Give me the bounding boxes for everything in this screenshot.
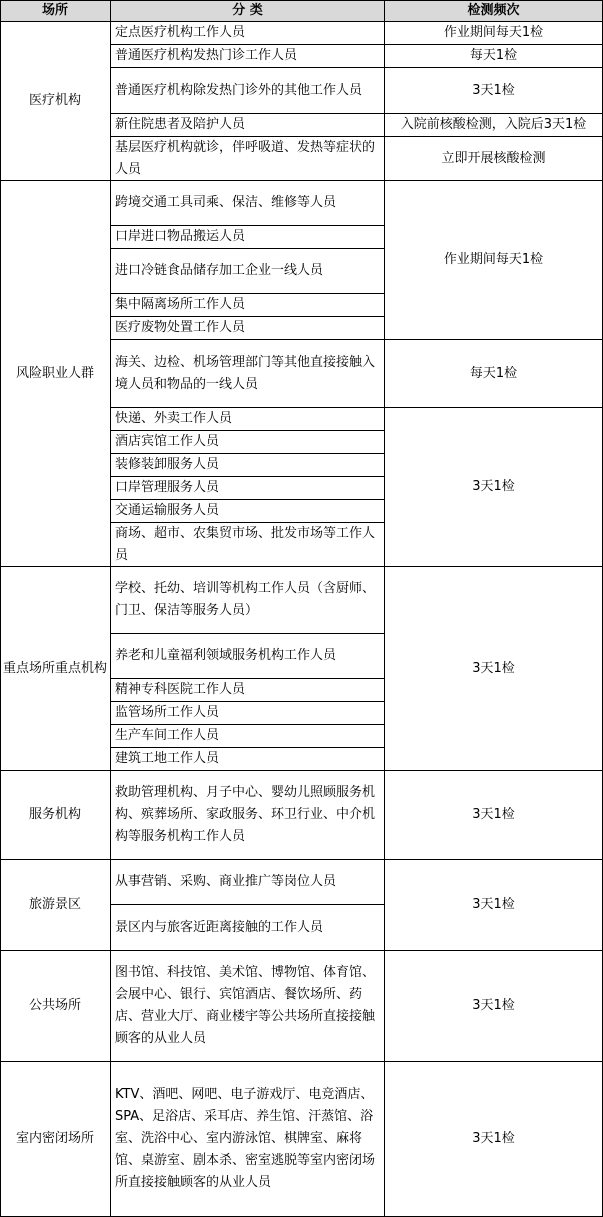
venue-cell: 风险职业人群 [0,181,111,567]
category-cell: KTV、酒吧、网吧、电子游戏厅、电竞酒店、SPA、足浴店、采耳店、养生馆、汗蒸馆、浴室、洗浴中心、室内游泳馆、棋牌室、麻将馆、桌游室、剧本杀、密室逃脱等室内密闭场所直接接触顾客的从业人员 [111,1062,385,1217]
category-cell: 养老和儿童福利领域服务机构工作人员 [111,634,385,679]
frequency-cell: 每天1检 [385,340,603,408]
frequency-cell: 3天1检 [385,567,603,771]
category-cell: 装修装卸服务人员 [111,454,385,477]
category-cell: 医疗废物处置工作人员 [111,317,385,340]
header-category: 分 类 [111,0,385,22]
category-cell: 海关、边检、机场管理部门等其他直接接触入境人员和物品的一线人员 [111,340,385,408]
category-cell: 从事营销、采购、商业推广等岗位人员 [111,860,385,905]
frequency-cell: 3天1检 [385,408,603,567]
category-cell: 商场、超市、农集贸市场、批发市场等工作人员 [111,523,385,567]
venue-cell: 公共场所 [0,951,111,1062]
frequency-cell: 入院前核酸检测，入院后3天1检 [385,114,603,137]
category-cell: 新住院患者及陪护人员 [111,114,385,137]
venue-cell: 室内密闭场所 [0,1062,111,1217]
header-venue: 场所 [0,0,111,22]
category-cell: 建筑工地工作人员 [111,748,385,771]
category-cell: 图书馆、科技馆、美术馆、博物馆、体育馆、会展中心、银行、宾馆酒店、餐饮场所、药店、营业大厅、商业楼宇等公共场所直接接触顾客的从业人员 [111,951,385,1062]
venue-cell: 旅游景区 [0,860,111,951]
frequency-cell: 作业期间每天1检 [385,181,603,340]
category-cell: 普通医疗机构除发热门诊外的其他工作人员 [111,68,385,114]
category-cell: 精神专科医院工作人员 [111,679,385,702]
category-cell: 景区内与旅客近距离接触的工作人员 [111,905,385,951]
frequency-cell: 作业期间每天1检 [385,22,603,45]
category-cell: 生产车间工作人员 [111,725,385,748]
category-cell: 口岸进口物品搬运人员 [111,226,385,249]
frequency-cell: 3天1检 [385,951,603,1062]
category-cell: 学校、托幼、培训等机构工作人员（含厨师、门卫、保洁等服务人员） [111,567,385,634]
category-cell: 监管场所工作人员 [111,702,385,725]
header-frequency: 检测频次 [385,0,603,22]
frequency-cell: 立即开展核酸检测 [385,137,603,181]
category-cell: 普通医疗机构发热门诊工作人员 [111,45,385,68]
venue-cell: 服务机构 [0,771,111,860]
category-cell: 交通运输服务人员 [111,500,385,523]
frequency-cell: 每天1检 [385,45,603,68]
category-cell: 基层医疗机构就诊，伴呼吸道、发热等症状的人员 [111,137,385,181]
venue-cell: 医疗机构 [0,22,111,181]
category-cell: 集中隔离场所工作人员 [111,294,385,317]
category-cell: 进口冷链食品储存加工企业一线人员 [111,249,385,294]
category-cell: 定点医疗机构工作人员 [111,22,385,45]
frequency-cell: 3天1检 [385,771,603,860]
category-cell: 救助管理机构、月子中心、婴幼儿照顾服务机构、殡葬场所、家政服务、环卫行业、中介机构等服务机构工作人员 [111,771,385,860]
venue-cell: 重点场所重点机构 [0,567,111,771]
frequency-cell: 3天1检 [385,1062,603,1217]
category-cell: 快递、外卖工作人员 [111,408,385,431]
frequency-cell: 3天1检 [385,860,603,951]
category-cell: 酒店宾馆工作人员 [111,431,385,454]
frequency-cell: 3天1检 [385,68,603,114]
category-cell: 跨境交通工具司乘、保洁、维修等人员 [111,181,385,226]
category-cell: 口岸管理服务人员 [111,477,385,500]
